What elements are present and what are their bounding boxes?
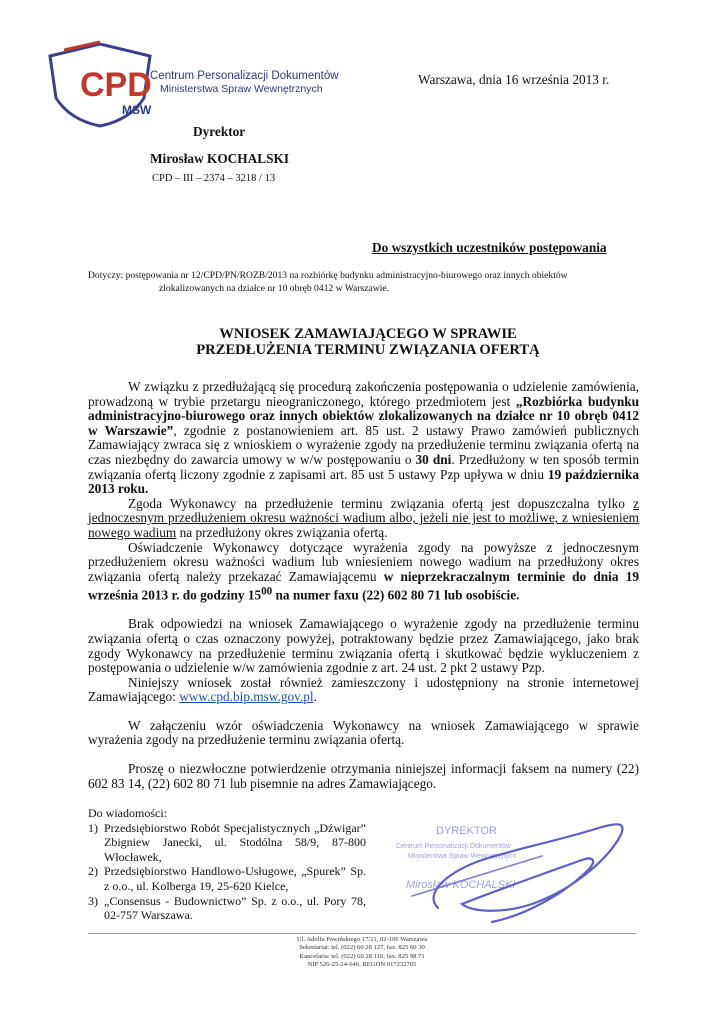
p3-text-a: Oświadczenie Wykonawcy dotyczące wyrażenia zgody na powyższe z jednoczesnym przedłużeniem okresu ważności wadium lub wniesieniem nowego wadium na przedłużony okres związania ofertą należy przekazać Zamawiającemu — [88, 539, 639, 584]
reference-number: CPD – III – 2374 – 3218 / 13 — [152, 173, 276, 184]
paragraph-5 — [88, 676, 639, 705]
p2-text-c: na przedłużony okres związania ofertą. — [176, 524, 388, 540]
footer-line-3: Kancelaria: tel. (022) 60 28 110, fax. 825 98 71 — [299, 952, 425, 960]
p1-text-e: . Przedłużony w ten sposób termin związania ofertą liczony zgodnie z zapisami art. 85 ust 5 ustawy Pzp upływa w dniu — [88, 451, 639, 482]
distribution-heading: Do wiadomości: — [88, 806, 167, 820]
addressee: Do wszystkich uczestników postępowania — [372, 240, 607, 255]
list-item — [88, 864, 366, 893]
p1-subject: „Rozbiórka budynku administracyjno-biurowego oraz innych obiektów zlokalizowanych na działce nr 10 obręb 0412 w Warszawie” — [88, 393, 639, 438]
signature-scribble — [434, 824, 623, 922]
stamp-org-1: Centrum Personalizacji Dokumentów — [396, 843, 511, 850]
paragraph-6: W załączeniu wzór oświadczenia Wykonawcy na wniosek Zamawiającego w sprawie wyrażenia zgody na przedłużenie terminu związania ofertą. — [88, 717, 639, 748]
list-item-text: Przedsiębiorstwo Handlowo-Usługowe, „Spurek” Sp. z o.o., ul. Kolberga 19, 25-620 Kielce, — [104, 864, 366, 893]
p2-text-a: Zgoda Wykonawcy na przedłużenie terminu związania ofertą jest dopuszczalna tylko — [128, 495, 634, 511]
footer-address — [88, 936, 636, 970]
paragraph-2 — [88, 497, 639, 541]
distribution-items — [88, 821, 366, 923]
p2-underlined: z jednoczesnym przedłużeniem okresu ważności wadium albo, jeżeli nie jest to możliwe, z wniesieniem nowego wadium — [88, 495, 639, 540]
letter-date: Warszawa, dnia 16 września 2013 r. — [418, 72, 610, 87]
stamp-title: DYREKTOR — [436, 825, 497, 837]
footer-divider — [88, 933, 636, 934]
distribution-list — [88, 806, 366, 923]
document-title — [88, 326, 648, 358]
signature-stamp — [392, 800, 632, 930]
footer-line-2: Sekretariat: tel. (022) 60 28 127, fax. 825 60 30 — [299, 944, 425, 952]
title-line-2: PRZEDŁUŻENIA TERMINU ZWIĄZANIA OFERTĄ — [196, 342, 540, 358]
sender-name: Mirosław KOCHALSKI — [150, 151, 290, 166]
p3-fax: na numer faxu (22) 602 80 71 lub osobiście. — [272, 587, 520, 603]
letter-body — [88, 380, 639, 791]
list-item-text: Przedsiębiorstwo Robót Specjalistycznych „Dźwigar” Zbigniew Janecki, ul. Stodólna 58/9, 87-800 Włocławek, — [104, 820, 366, 864]
p1-text-a: W związku z przedłużającą się procedurą zakończenia postępowania o udzielenie zamówienia, prowadzoną w trybie przetargu nieograniczonego, którego przedmiotem jest — [88, 379, 639, 409]
footer-line-1: Ul. Adolfa Pawińskiego 17/21, 02-106 Warszawa — [296, 936, 428, 943]
footer-line-4: NIP 526-25-24-646, REGON 017232705 — [307, 961, 417, 969]
concerns-block — [88, 269, 648, 295]
list-item-number: 1) — [88, 820, 98, 835]
stamp-name: Mirosław KOCHALSKI — [406, 879, 516, 891]
paragraph-1 — [88, 380, 639, 497]
p1-text-c: , zgodnie z postanowieniem art. 85 ust. 2 ustawy Prawo zamówień publicznych Zamawiający zwraca się z wnioskiem o wyrażenie zgody na przedłużenie terminu związania ofertą na czas niezbędny do zawarcia umowy w w/w postępowaniu o — [88, 422, 639, 467]
p5-text-b: . — [313, 689, 317, 705]
paragraph-4: Brak odpowiedzi na wniosek Zamawiającego o wyrażenie zgody na przedłużenie terminu związania ofertą o czas oznaczony powyżej, potraktowany będzie przez Zamawiającego, jako brak zgody Wykonawcy na przedłużenie terminu związania ofertą i skutkować będzie wykluczeniem z postępowania o udzielenie w/w zamówienia zgodnie z art. 24 ust. 2 pkt 2 ustawy Pzp. — [88, 616, 639, 676]
logo-acronym: CPD — [80, 66, 152, 104]
logo-ministry: Ministerstwa Spraw Wewnętrznych — [160, 83, 323, 95]
p3-minutes: 00 — [261, 585, 273, 598]
list-item-number: 2) — [88, 864, 98, 879]
list-item — [88, 821, 366, 865]
logo-org-name: Centrum Personalizacji Dokumentów — [150, 70, 339, 82]
paragraph-3 — [88, 541, 639, 604]
list-item — [88, 894, 366, 923]
list-item-text: „Consensus - Budownictwo” Sp. z o.o., ul. Pory 78, 02-757 Warszawa. — [104, 893, 366, 923]
website-link[interactable]: www.cpd.bip.msw.gov.pl — [179, 689, 314, 705]
concerns-line-1: Dotyczy: postępowania nr 12/CPD/PN/ROZB/2013 na rozbiórkę budynku administracyjno-biurowego oraz innych obiektów — [88, 270, 568, 281]
p5-text-a: Niniejszy wniosek został również zamieszczony i udostępniony na stronie internetowej Zamawiającego: — [88, 674, 639, 705]
concerns-line-2: zlokalizowanych na działce nr 10 obręb 0412 w Warszawie. — [159, 283, 390, 294]
logo-sub: MSW — [122, 103, 152, 117]
paragraph-7: Proszę o niezwłoczne potwierdzenie otrzymania niniejszej informacji faksem na numery (22) 602 83 14, (22) 602 80 71 lub pisemnie na adres Zamawiającego. — [88, 761, 639, 791]
stamp-org-2: Ministerstwa Spraw Wewnętrznych — [408, 853, 517, 860]
list-item-number: 3) — [88, 893, 98, 908]
title-line-1: WNIOSEK ZAMAWIAJĄCEGO W SPRAWIE — [219, 326, 517, 342]
logo-org-text — [150, 70, 339, 96]
p3-deadline: w nieprzekraczalnym terminie do dnia 19 września 2013 r. do godziny 15 — [88, 568, 639, 603]
p1-days: 30 dni — [415, 451, 452, 467]
p1-deadline: 19 października 2013 roku. — [88, 466, 639, 497]
sender-title: Dyrektor — [193, 124, 246, 139]
